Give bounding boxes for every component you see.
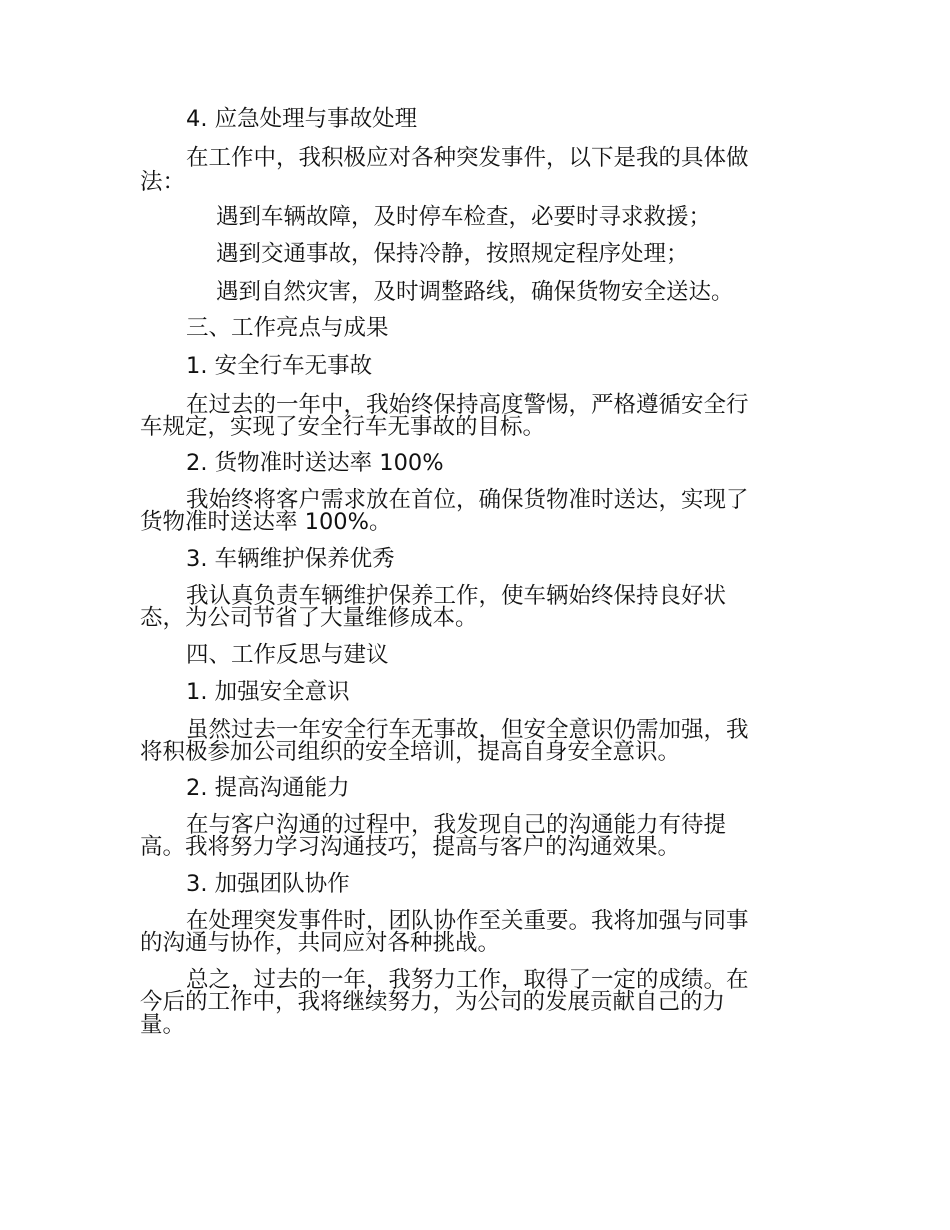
paragraph-line: 高。我将努力学习沟通技巧，提高与客户的沟通效果。 — [140, 834, 681, 860]
paragraph-line: 在与客户沟通的过程中，我发现自己的沟通能力有待提 — [186, 812, 727, 838]
paragraph-line: 货物准时送达率 100%。 — [140, 509, 392, 535]
paragraph-line: 在处理突发事件时，团队协作至关重要。我将加强与同事 — [186, 908, 749, 934]
paragraph-line: 在工作中，我积极应对各种突发事件，以下是我的具体做 — [186, 145, 749, 171]
paragraph-line: 将积极参加公司组织的安全培训，提高自身安全意识。 — [140, 739, 681, 765]
list-item: 遇到自然灾害，及时调整路线，确保货物安全送达。 — [216, 279, 734, 305]
paragraph-line: 虽然过去一年安全行车无事故，但安全意识仍需加强，我 — [186, 717, 749, 743]
subheading: 1. 安全行车无事故 — [186, 353, 373, 379]
paragraph-line: 今后的工作中，我将继续努力，为公司的发展贡献自己的力 — [140, 989, 726, 1015]
section-heading-reflection: 四、工作反思与建议 — [186, 642, 389, 668]
subheading: 1. 加强安全意识 — [186, 679, 350, 705]
paragraph-line: 车规定，实现了安全行车无事故的目标。 — [140, 414, 546, 440]
paragraph-line: 在过去的一年中，我始终保持高度警惕，严格遵循安全行 — [186, 392, 749, 418]
paragraph-line: 量。 — [140, 1012, 186, 1038]
paragraph-line: 我始终将客户需求放在首位，确保货物准时送达，实现了 — [186, 487, 749, 513]
subheading: 3. 加强团队协作 — [186, 871, 350, 897]
section-heading-emergency: 4. 应急处理与事故处理 — [186, 106, 418, 132]
subheading: 2. 提高沟通能力 — [186, 775, 350, 801]
section-heading-highlights: 三、工作亮点与成果 — [186, 315, 389, 341]
paragraph-line: 我认真负责车辆维护保养工作，使车辆始终保持良好状 — [186, 583, 727, 609]
subheading: 2. 货物准时送达率 100% — [186, 450, 444, 476]
paragraph-line: 的沟通与协作，共同应对各种挑战。 — [140, 930, 501, 956]
list-item: 遇到交通事故，保持冷静，按照规定程序处理； — [216, 241, 689, 267]
paragraph-line: 法： — [140, 169, 186, 195]
subheading: 3. 车辆维护保养优秀 — [186, 546, 395, 572]
paragraph-line: 态，为公司节省了大量维修成本。 — [140, 605, 478, 631]
paragraph-line: 总之，过去的一年，我努力工作，取得了一定的成绩。在 — [186, 967, 749, 993]
list-item: 遇到车辆故障，及时停车检查，必要时寻求救援； — [216, 204, 712, 230]
